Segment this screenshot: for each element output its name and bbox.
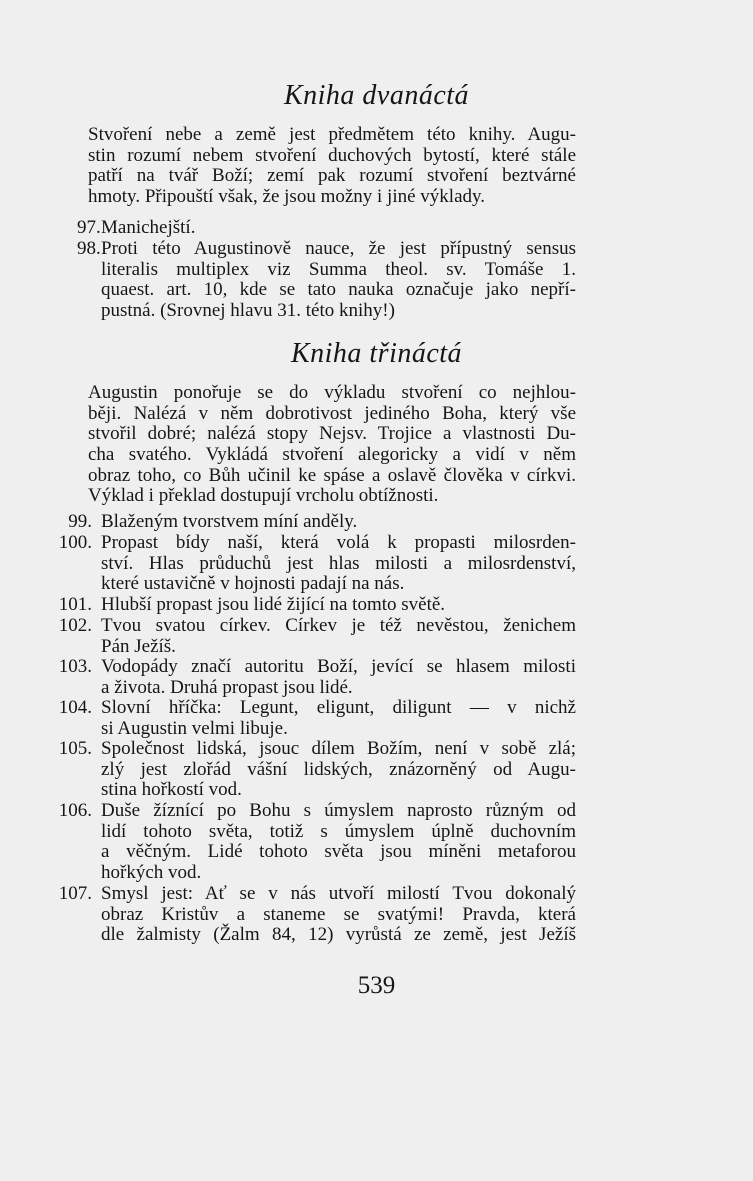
note-text: Blaženým tvorstvem míní anděly. (101, 511, 358, 532)
note-text: quaest. art. 10, kde se tato nauka označuje jako nepří- (101, 279, 576, 301)
note-102 (60, 616, 576, 657)
note-text: literalis multiplex viz Summa theol. sv. Tomáše 1. (101, 258, 576, 280)
note-98 (77, 239, 576, 322)
note-105 (60, 739, 576, 801)
note-97 (77, 218, 576, 239)
note-text: Manichejští. (101, 217, 196, 238)
note-99 (60, 512, 576, 533)
note-text: Hlubší propast jsou lidé žijící na tomto světě. (101, 594, 446, 615)
note-text: Pán Ježíš. (101, 635, 176, 657)
note-number: 98. (77, 238, 101, 259)
note-number: 104. (58, 697, 92, 718)
note-100 (60, 533, 576, 595)
intro-line: cha svatého. Vykládá stvoření alegoricky a vidí v něm (88, 444, 576, 466)
note-text: Tvou svatou církev. Církev je též nevěstou, ženichem (101, 615, 576, 636)
note-text: Propast bídy naší, která volá k propasti milosrden- (101, 532, 576, 553)
note-number: 100. (58, 532, 92, 553)
note-text: a věčným. Lidé tohoto světa jsou míněni metaforou (101, 841, 576, 863)
note-text: dle žalmisty (Žalm 84, 12) vyrůstá ze země, jest Ježíš (101, 924, 576, 946)
note-number: 97. (77, 217, 101, 238)
intro-line: obraz toho, co Bůh učinil ke spáse a oslavě člověka v církvi. (88, 464, 576, 486)
note-number: 101. (58, 594, 92, 615)
note-text: lidí tohoto světa, totiž s úmyslem úplně duchovním (101, 820, 576, 842)
book13-heading: Kniha třináctá (290, 338, 463, 369)
note-number: 99. (68, 511, 92, 532)
note-number: 103. (58, 656, 92, 677)
note-text: Společnost lidská, jsouc dílem Božím, není v sobě zlá; (101, 738, 576, 759)
note-number: 107. (58, 883, 92, 904)
note-101 (60, 595, 576, 616)
note-text: Smysl jest: Ať se v nás utvoří milostí Tvou dokonalý (101, 883, 576, 904)
intro-line: Stvoření nebe a země jest předmětem této knihy. Augu- (88, 124, 576, 145)
note-text: Proti této Augustinově nauce, že jest přípustný sensus (101, 238, 576, 259)
note-text: obraz Kristův a staneme se svatými! Pravda, která (101, 903, 576, 925)
note-104 (60, 698, 576, 739)
note-107 (60, 884, 576, 946)
book12-intro (88, 125, 576, 208)
intro-line: běji. Nalézá v něm dobrotivost jediného Boha, který vše (88, 402, 576, 424)
note-103 (60, 657, 576, 698)
intro-line: patří na tvář Boží; zemí pak rozumí stvoření beztvárné (88, 165, 576, 187)
note-text: které ustavičně v hojnosti padají na nás. (101, 573, 405, 595)
note-number: 105. (58, 738, 92, 759)
intro-line: Výklad i překlad dostupují vrcholu obtížnosti. (88, 485, 439, 507)
note-number: 106. (58, 800, 92, 821)
note-text: Duše žíznící po Bohu s úmyslem naprosto různým od (101, 800, 576, 821)
note-text: stina hořkostí vod. (101, 779, 242, 801)
note-text: ství. Hlas průduchů jest hlas milosti a milosrdenství, (101, 552, 576, 574)
book12-heading: Kniha dvanáctá (283, 80, 470, 111)
intro-line: hmoty. Připouští však, že jsou možny i jiné výklady. (88, 186, 486, 208)
note-number: 102. (58, 615, 92, 636)
intro-line: stin rozumí nebem stvoření duchových bytostí, které stále (88, 144, 576, 166)
book13-intro (88, 383, 576, 507)
note-text: a života. Druhá propast jsou lidé. (101, 676, 353, 698)
note-text: hořkých vod. (101, 862, 202, 884)
intro-line: stvořil dobré; nalézá stopy Nejsv. Trojice a vlastnosti Du- (88, 423, 576, 445)
intro-line: Augustin ponořuje se do výkladu stvoření co nejhlou- (88, 382, 576, 403)
note-text: Slovní hříčka: Legunt, eligunt, diligunt — v nichž (101, 697, 576, 718)
note-text: pustná. (Srovnej hlavu 31. této knihy!) (101, 300, 395, 322)
note-text: Vodopády značí autoritu Boží, jevící se hlasem milosti (101, 656, 576, 677)
note-text: zlý jest zlořád vášní lidských, znázorněný od Augu- (101, 758, 576, 780)
note-106 (60, 801, 576, 884)
page-number: 539 (357, 972, 396, 999)
note-text: si Augustin velmi libuje. (101, 717, 288, 739)
